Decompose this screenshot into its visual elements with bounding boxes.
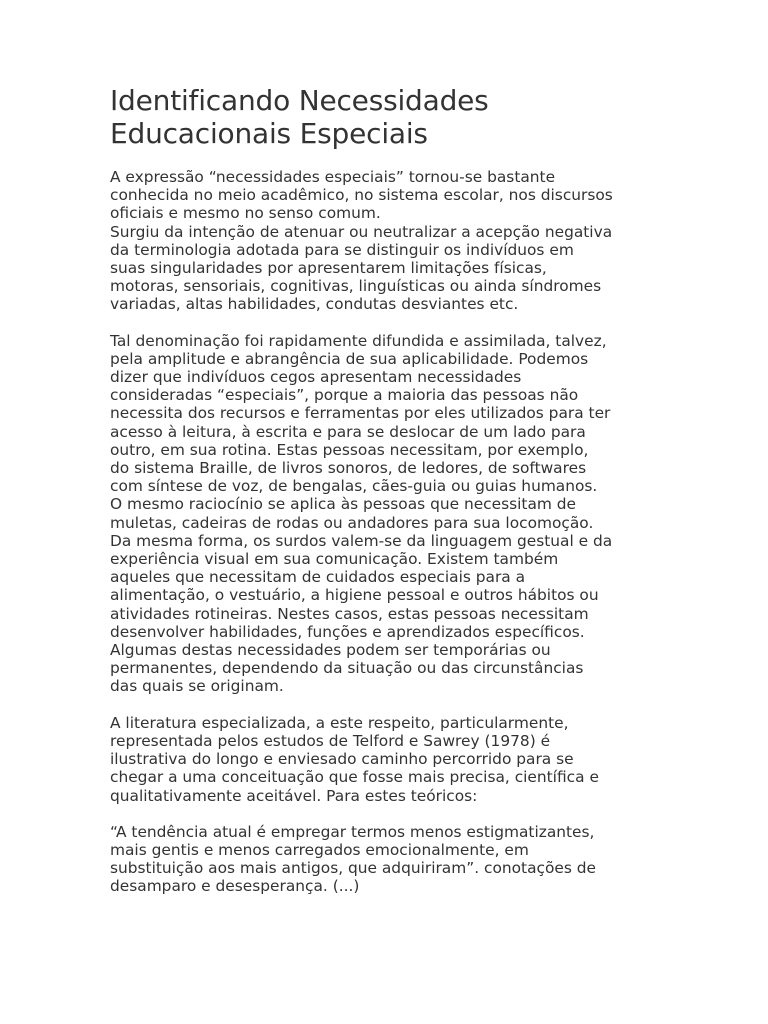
title-line: Educacionais Especiais xyxy=(110,117,428,150)
text-line: muletas, cadeiras de rodas ou andadores para sua locomoção. xyxy=(110,513,594,532)
text-line: outro, em sua rotina. Estas pessoas necessitam, por exemplo, xyxy=(110,440,589,459)
text-line: ilustrativa do longo e enviesado caminho percorrido para se xyxy=(110,750,574,769)
paragraph xyxy=(110,714,658,805)
text-line: suas singularidades por apresentarem limitações físicas, xyxy=(110,259,547,278)
text-line: permanentes, dependendo da situação ou das circunstâncias xyxy=(110,659,584,678)
text-line: substituição aos mais antigos, que adquiriram”. conotações de xyxy=(110,859,596,878)
text-line: variadas, altas habilidades, condutas desviantes etc. xyxy=(110,295,519,314)
text-line: Algumas destas necessidades podem ser temporárias ou xyxy=(110,641,551,660)
text-line: desenvolver habilidades, funções e aprendizados específicos. xyxy=(110,622,585,641)
text-line: consideradas “especiais”, porque a maioria das pessoas não xyxy=(110,386,579,405)
text-line: chegar a uma conceituação que fosse mais precisa, científica e xyxy=(110,768,599,787)
paragraph xyxy=(110,823,658,896)
paragraph xyxy=(110,332,658,696)
text-line: pela amplitude e abrangência de sua aplicabilidade. Podemos xyxy=(110,349,589,368)
text-line: acesso à leitura, à escrita e para se deslocar de um lado para xyxy=(110,422,586,441)
document-page xyxy=(110,84,658,914)
text-line: do sistema Braille, de livros sonoros, de ledores, de softwares xyxy=(110,459,587,478)
text-line: “A tendência atual é empregar termos menos estigmatizantes, xyxy=(110,822,595,841)
text-line: dizer que indivíduos cegos apresentam necessidades xyxy=(110,368,522,387)
document-title xyxy=(110,84,658,150)
text-line: Tal denominação foi rapidamente difundida e assimilada, talvez, xyxy=(110,331,607,350)
text-line: Surgiu da intenção de atenuar ou neutralizar a acepção negativa xyxy=(110,222,613,241)
text-line: com síntese de voz, de bengalas, cães-guia ou guias humanos. xyxy=(110,477,598,496)
text-line: qualitativamente aceitável. Para estes teóricos: xyxy=(110,786,478,805)
text-line: atividades rotineiras. Nestes casos, estas pessoas necessitam xyxy=(110,604,589,623)
text-line: conhecida no meio acadêmico, no sistema escolar, nos discursos xyxy=(110,186,613,205)
title-line: Identificando Necessidades xyxy=(110,84,489,117)
text-line: necessita dos recursos e ferramentas por eles utilizados para ter xyxy=(110,404,611,423)
text-line: oficiais e mesmo no senso comum. xyxy=(110,204,381,223)
text-line: O mesmo raciocínio se aplica às pessoas que necessitam de xyxy=(110,495,577,514)
text-line: desamparo e desesperança. (...) xyxy=(110,877,360,896)
text-line: A literatura especializada, a este respeito, particularmente, xyxy=(110,713,569,732)
document-body xyxy=(110,168,658,896)
text-line: mais gentis e menos carregados emocionalmente, em xyxy=(110,840,529,859)
text-line: experiência visual em sua comunicação. Existem também xyxy=(110,550,559,569)
text-line: A expressão “necessidades especiais” tornou-se bastante xyxy=(110,168,556,186)
text-line: da terminologia adotada para se distinguir os indivíduos em xyxy=(110,240,574,259)
paragraph xyxy=(110,168,658,314)
text-line: das quais se originam. xyxy=(110,677,284,696)
text-line: aqueles que necessitam de cuidados especiais para a xyxy=(110,568,526,587)
text-line: motoras, sensoriais, cognitivas, linguísticas ou ainda síndromes xyxy=(110,277,602,296)
text-line: Da mesma forma, os surdos valem-se da linguagem gestual e da xyxy=(110,531,613,550)
text-line: representada pelos estudos de Telford e Sawrey (1978) é xyxy=(110,731,551,750)
text-line: alimentação, o vestuário, a higiene pessoal e outros hábitos ou xyxy=(110,586,599,605)
